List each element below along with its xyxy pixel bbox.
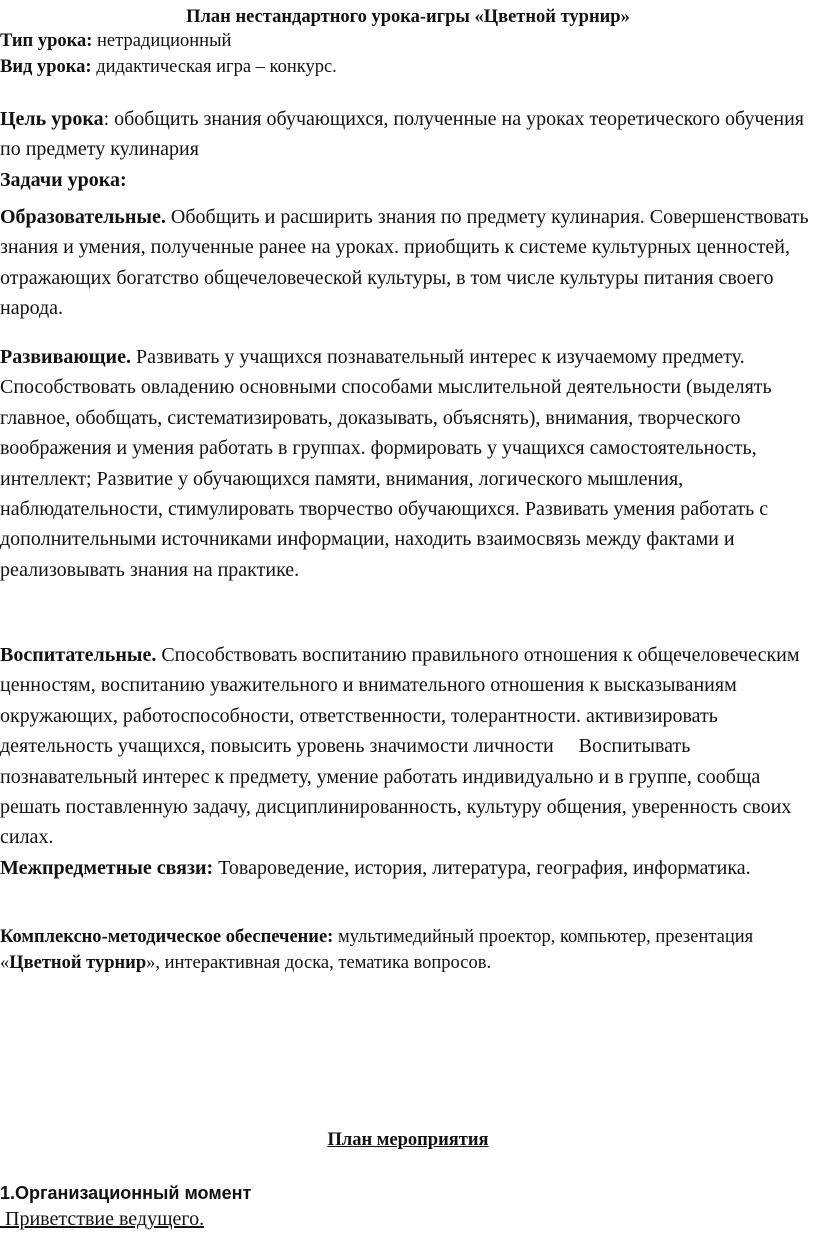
lesson-kind-line — [0, 54, 812, 80]
upbringing-paragraph — [0, 640, 812, 853]
document-title: План нестандартного урока-игры «Цветной турнир» — [186, 7, 630, 27]
educational-text: Обобщить и расширить знания по предмету кулинария. Совершенствовать знания и умения, полученные ранее на уроках. приобщить к системе культурных ценностей, отражающих богатство общечеловеческой культуры, в том числе культуры питания своего народа. — [0, 206, 809, 320]
support-text-after: », интерактивная доска, тематика вопросов. — [146, 953, 492, 973]
support-paragraph — [0, 924, 812, 976]
plan-title: План мероприятия — [327, 1130, 489, 1150]
goal-paragraph — [0, 104, 812, 165]
interdisciplinary-paragraph — [0, 853, 812, 883]
goal-text: : обобщить знания обучающихся, полученные на уроках теоретического обучения по предмету кулинария — [0, 108, 804, 161]
upbringing-text: Способствовать воспитанию правильного отношения к общечеловеческим ценностям, воспитанию уважительного и внимательного отношения к высказываниям окружающих, работоспособности, ответственности, толерантности. активизировать деятельность учащихся, повысить уровень значимости личности Воспитывать познавательный интерес к предмету, умение работать индивидуально и в группе, сообща решать поставленную задачу, дисциплинированность, культуру общения, уверенность своих силах. — [0, 644, 805, 849]
developing-text: Развивать у учащихся познавательный интерес к изучаемому предмету. Способствовать овладению основными способами мыслительной деятельности (выделять главное, обобщать, систематизировать, доказывать, объяснять), внимания, творческого воображения и умения работать в группах. формировать у учащихся самостоятельность, интеллект; Развитие у обучающихся памяти, внимания, логического мышления, наблюдательности, стимулировать творчество обучающихся. Развивать умения работать с дополнительными источниками информации, находить взаимосвязь между фактами и реализовывать знания на практике. — [0, 346, 772, 581]
lesson-type-value: нетрадиционный — [92, 31, 232, 51]
educational-label: Образовательные. — [0, 206, 166, 228]
developing-paragraph — [0, 342, 812, 585]
lesson-goal — [0, 104, 812, 195]
interdisciplinary-text: Товароведение, история, литература, география, информатика. — [213, 856, 751, 879]
tasks-label: Задачи урока: — [0, 168, 127, 191]
support-strong: Цветной турнир — [9, 953, 147, 973]
section-heading: 1.Организационный момент — [0, 1183, 252, 1203]
goal-label: Цель урока — [0, 108, 104, 130]
greeting-line — [0, 1206, 812, 1232]
educational-paragraph — [0, 202, 812, 324]
lesson-kind-label: Вид урока: — [0, 57, 92, 77]
developing-label: Развивающие. — [0, 346, 131, 368]
lesson-info — [0, 28, 812, 80]
greeting-text: Приветствие ведущего. — [0, 1208, 205, 1230]
upbringing-block — [0, 640, 812, 883]
upbringing-label: Воспитательные. — [0, 644, 157, 666]
lesson-kind-value: дидактическая игра – конкурс. — [91, 57, 337, 77]
interdisciplinary-label: Межпредметные связи: — [0, 856, 214, 879]
lesson-type-line — [0, 28, 812, 54]
support-label: Комплексно-методическое обеспечение: — [0, 927, 334, 947]
lesson-type-label: Тип урока: — [0, 31, 93, 51]
support-text-before: мультимедийный проектор, компьютер, презентация « — [0, 927, 754, 973]
